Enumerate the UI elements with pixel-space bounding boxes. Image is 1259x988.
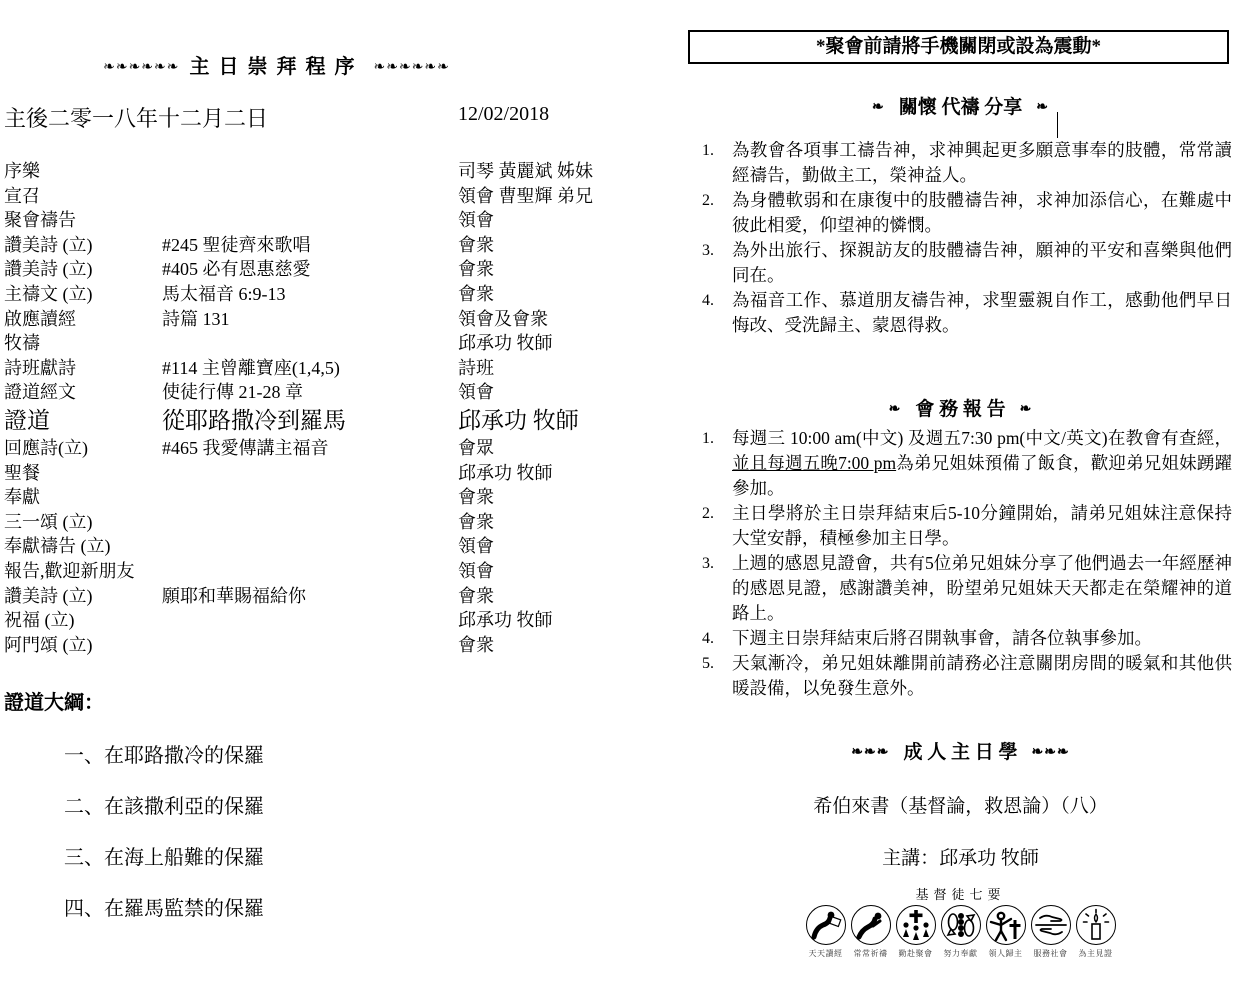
date-row xyxy=(4,102,664,133)
item-number: 1. xyxy=(702,142,714,159)
program-person: 邱承功 牧師 xyxy=(458,407,579,433)
program-row xyxy=(4,510,668,535)
essential-label: 為主見證 xyxy=(1078,949,1113,958)
program-row xyxy=(4,331,668,356)
announcement-item xyxy=(702,426,1232,501)
item-number: 2. xyxy=(702,192,714,209)
program-content xyxy=(162,485,458,510)
stray-cursor-mark xyxy=(1057,112,1058,138)
essential-label: 努力奉獻 xyxy=(943,949,978,958)
offering-icon xyxy=(944,908,978,942)
program-row xyxy=(4,461,668,486)
item-text: 為福音工作、慕道朋友禱告神，求聖靈親自作工，感動他們早日悔改、受洗歸主、蒙恩得救。 xyxy=(732,290,1232,335)
program-row xyxy=(4,159,668,184)
evangelism-icon xyxy=(989,908,1023,942)
program-row xyxy=(4,184,668,209)
item-text xyxy=(732,651,1232,701)
candle-witness-icon xyxy=(1079,908,1113,942)
prayer-icon xyxy=(854,908,888,942)
program-row xyxy=(4,436,668,461)
prayer-item xyxy=(702,238,1232,288)
program-content: #114 主曾離寶座(1,4,5) xyxy=(162,357,340,378)
date-chinese: 主後二零一八年十二月二日 xyxy=(4,106,269,131)
essential-item xyxy=(938,905,983,959)
program-item: 證道經文 xyxy=(4,382,76,403)
program-row xyxy=(4,559,668,584)
program-item: 讚美詩 (立) xyxy=(4,259,93,280)
program-content xyxy=(162,461,458,486)
essential-label: 服務社會 xyxy=(1033,949,1068,958)
sunday-school-title: 成 人 主 日 學 xyxy=(903,742,1018,763)
essential-item xyxy=(848,905,893,959)
sunday-school-speaker: 主講：邱承功 牧師 xyxy=(882,848,1039,869)
swirl-ornament-right: ❧❧❧❧❧❧ xyxy=(373,60,450,75)
essential-circle xyxy=(851,905,891,945)
item-number: 2. xyxy=(702,505,714,522)
bulletin-right-page xyxy=(688,0,1233,988)
seven-essentials-title: 基督徒七要 xyxy=(915,887,1006,902)
sermon-outline-point: 一、在耶路撒冷的保羅 xyxy=(64,745,264,767)
program-person: 領會及會衆 xyxy=(458,308,548,329)
program-content: #245 聖徒齊來歌唱 xyxy=(162,234,311,255)
program-row xyxy=(4,307,668,332)
essential-item xyxy=(1073,905,1118,959)
date-western: 12/02/2018 xyxy=(458,103,550,125)
announcement-item xyxy=(702,651,1232,701)
program-content xyxy=(162,184,458,209)
sunday-school-heading xyxy=(688,737,1233,764)
program-item: 序樂 xyxy=(4,161,40,181)
essential-item xyxy=(983,905,1028,959)
item-number: 3. xyxy=(702,555,714,572)
swirl-ornament-right: ❧ xyxy=(1019,402,1033,417)
item-number: 1. xyxy=(702,430,714,447)
program-content: 詩篇 131 xyxy=(162,308,230,329)
program-item: 證道 xyxy=(4,407,50,433)
program-item: 報告,歡迎新朋友 xyxy=(4,560,135,581)
program-item: 牧禱 xyxy=(4,333,40,354)
program-content xyxy=(162,208,458,233)
essential-circle xyxy=(896,905,936,945)
program-content: 使徒行傳 21-28 章 xyxy=(162,382,303,403)
program-row xyxy=(4,584,668,609)
program-item: 奉獻禱告 (立) xyxy=(4,536,111,557)
program-content: 願耶和華賜福給你 xyxy=(162,585,306,606)
essential-item xyxy=(803,905,848,959)
essential-circle xyxy=(1031,905,1071,945)
swirl-ornament-left: ❧❧❧❧❧❧ xyxy=(103,60,180,75)
program-row xyxy=(4,282,668,307)
seven-essentials-logo xyxy=(688,884,1233,959)
program-content xyxy=(162,159,458,184)
program-item: 宣召 xyxy=(4,185,40,206)
text-segment: 主日學將於主日崇拜結束后5-10分鐘開始，請弟兄姐妹注意保持大堂安靜，積極參加主日學。 xyxy=(732,503,1232,548)
program-item: 祝福 (立) xyxy=(4,610,75,631)
program-item: 讚美詩 (立) xyxy=(4,585,93,606)
essential-label: 勤赴聚會 xyxy=(898,949,933,958)
item-text: 為身體軟弱和在康復中的肢體禱告神，求神加添信心，在難處中彼此相愛，仰望神的憐憫。 xyxy=(732,190,1232,235)
swirl-ornament-left: ❧❧❧ xyxy=(851,745,890,760)
program-item: 聖餐 xyxy=(4,462,40,483)
swirl-ornament-left: ❧ xyxy=(888,402,902,417)
sermon-outline-point: 二、在該撒利亞的保羅 xyxy=(64,796,264,818)
sunday-school-topic: 希伯來書（基督論，救恩論）（八） xyxy=(813,796,1108,817)
item-number: 4. xyxy=(702,292,714,309)
report-section-heading xyxy=(688,394,1233,421)
care-section-heading xyxy=(688,92,1233,119)
program-person: 會衆 xyxy=(458,634,494,655)
essential-item xyxy=(893,905,938,959)
worship-program-table xyxy=(4,159,668,657)
prayer-item xyxy=(702,288,1232,338)
text-segment: 下週主日崇拜結束后將召開執事會，請各位執事參加。 xyxy=(732,628,1152,648)
program-item: 回應詩(立) xyxy=(4,437,88,458)
program-person: 領會 xyxy=(458,210,494,231)
essential-circle xyxy=(806,905,846,945)
essential-circle xyxy=(1076,905,1116,945)
program-person: 領會 xyxy=(458,536,494,557)
text-segment: 為弟兄姐妹預備了飯食，歡迎弟兄姐妹踴躍參加。 xyxy=(732,453,1232,498)
program-content xyxy=(162,559,458,584)
sermon-outline-title: 證道大綱： xyxy=(4,692,104,714)
item-text: 為教會各項事工禱告神，求神興起更多願意事奉的肢體，常常讀經禱告，勤做主工，榮神益人。 xyxy=(732,140,1232,185)
program-person: 會衆 xyxy=(458,234,494,255)
item-number: 3. xyxy=(702,242,714,259)
program-row-sermon xyxy=(4,405,668,436)
item-number: 4. xyxy=(702,630,714,647)
sermon-outline-point: 三、在海上船難的保羅 xyxy=(64,847,264,869)
program-row xyxy=(4,633,668,658)
prayer-item xyxy=(702,138,1232,188)
program-item: 讚美詩 (立) xyxy=(4,234,93,255)
worship-title: 主日崇拜程序 xyxy=(189,56,364,78)
program-person: 會衆 xyxy=(458,259,494,280)
underlined-segment: 並且每週五晚7:00 pm xyxy=(732,453,897,473)
program-person: 領會 xyxy=(458,560,494,581)
program-person: 會眾 xyxy=(458,437,494,458)
program-person: 邱承功 牧師 xyxy=(458,610,553,631)
program-content: 馬太福音 6:9-13 xyxy=(162,283,286,304)
program-row xyxy=(4,233,668,258)
text-segment: 天氣漸冷，弟兄姐妹離開前請務必注意關閉房間的暖氣和其他供暖設備，以免發生意外。 xyxy=(732,653,1232,698)
item-text xyxy=(732,626,1232,651)
program-person: 詩班 xyxy=(458,357,494,378)
program-row xyxy=(4,356,668,381)
church-gathering-icon xyxy=(899,908,933,942)
essential-label: 天天讀經 xyxy=(808,949,843,958)
program-content: #465 我愛傳講主福音 xyxy=(162,437,329,458)
program-item: 三一頌 (立) xyxy=(4,511,93,532)
program-item: 啟應讀經 xyxy=(4,308,76,329)
program-row xyxy=(4,257,668,282)
program-content xyxy=(162,331,458,356)
program-content xyxy=(162,633,458,658)
sermon-outline-point: 四、在羅馬監禁的保羅 xyxy=(64,898,264,920)
program-row xyxy=(4,608,668,633)
program-person: 邱承功 牧師 xyxy=(458,462,553,483)
program-content xyxy=(162,608,458,633)
item-number: 5. xyxy=(702,655,714,672)
care-section-title: 關懷 代禱 分享 xyxy=(898,97,1023,118)
phone-notice-box: *聚會前請將手機關閉或設為震動* xyxy=(688,30,1229,64)
essential-circle xyxy=(986,905,1026,945)
program-content xyxy=(162,534,458,559)
program-row xyxy=(4,485,668,510)
seven-essentials-row xyxy=(688,905,1233,959)
announcement-item xyxy=(702,501,1232,551)
swirl-ornament-right: ❧ xyxy=(1036,100,1049,115)
announcement-list xyxy=(702,426,1232,701)
item-text: 為外出旅行、探親訪友的肢體禱告神，願神的平安和喜樂與他們同在。 xyxy=(732,240,1232,285)
program-person: 會衆 xyxy=(458,585,494,606)
text-segment: 每週三 10:00 am(中文) 及週五7:30 pm(中文/英文)在教會有查經， xyxy=(732,428,1232,448)
worship-title-row xyxy=(4,50,549,79)
program-person: 領會 曹聖輝 弟兄 xyxy=(458,185,593,206)
essential-item xyxy=(1028,905,1073,959)
item-text xyxy=(732,426,1232,501)
program-person: 會衆 xyxy=(458,511,494,532)
serving-hands-icon xyxy=(1034,908,1068,942)
program-item: 奉獻 xyxy=(4,487,40,508)
program-person: 會衆 xyxy=(458,283,494,304)
swirl-ornament-right: ❧❧❧ xyxy=(1031,745,1070,760)
program-item: 阿門頌 (立) xyxy=(4,634,93,655)
essential-circle xyxy=(941,905,981,945)
essential-label: 領人歸主 xyxy=(988,949,1023,958)
program-content: 從耶路撒冷到羅馬 xyxy=(162,407,346,433)
program-person: 會衆 xyxy=(458,487,494,508)
announcement-item xyxy=(702,626,1232,651)
program-person: 領會 xyxy=(458,382,494,403)
program-content: #405 必有恩惠慈愛 xyxy=(162,259,311,280)
bible-reading-icon xyxy=(809,908,843,942)
program-row xyxy=(4,380,668,405)
program-person: 邱承功 牧師 xyxy=(458,333,553,354)
program-person: 司琴 黃麗斌 姊妹 xyxy=(458,161,593,181)
text-segment: 上週的感恩見證會，共有5位弟兄姐妹分享了他們過去一年經歷神的感恩見證，感謝讚美神，盼望弟兄姐妹天天都走在榮耀神的道路上。 xyxy=(732,553,1232,623)
item-text xyxy=(732,551,1232,626)
program-content xyxy=(162,510,458,535)
item-text xyxy=(732,501,1232,551)
report-section-title: 會 務 報 告 xyxy=(915,399,1006,420)
program-item: 詩班獻詩 xyxy=(4,357,76,378)
swirl-ornament-left: ❧ xyxy=(872,100,885,115)
prayer-item xyxy=(702,188,1232,238)
program-item: 聚會禱告 xyxy=(4,210,76,231)
essential-label: 常常祈禱 xyxy=(853,949,888,958)
program-row xyxy=(4,208,668,233)
announcement-item xyxy=(702,551,1232,626)
program-row xyxy=(4,534,668,559)
program-item: 主禱文 (立) xyxy=(4,283,93,304)
prayer-list xyxy=(702,138,1232,338)
